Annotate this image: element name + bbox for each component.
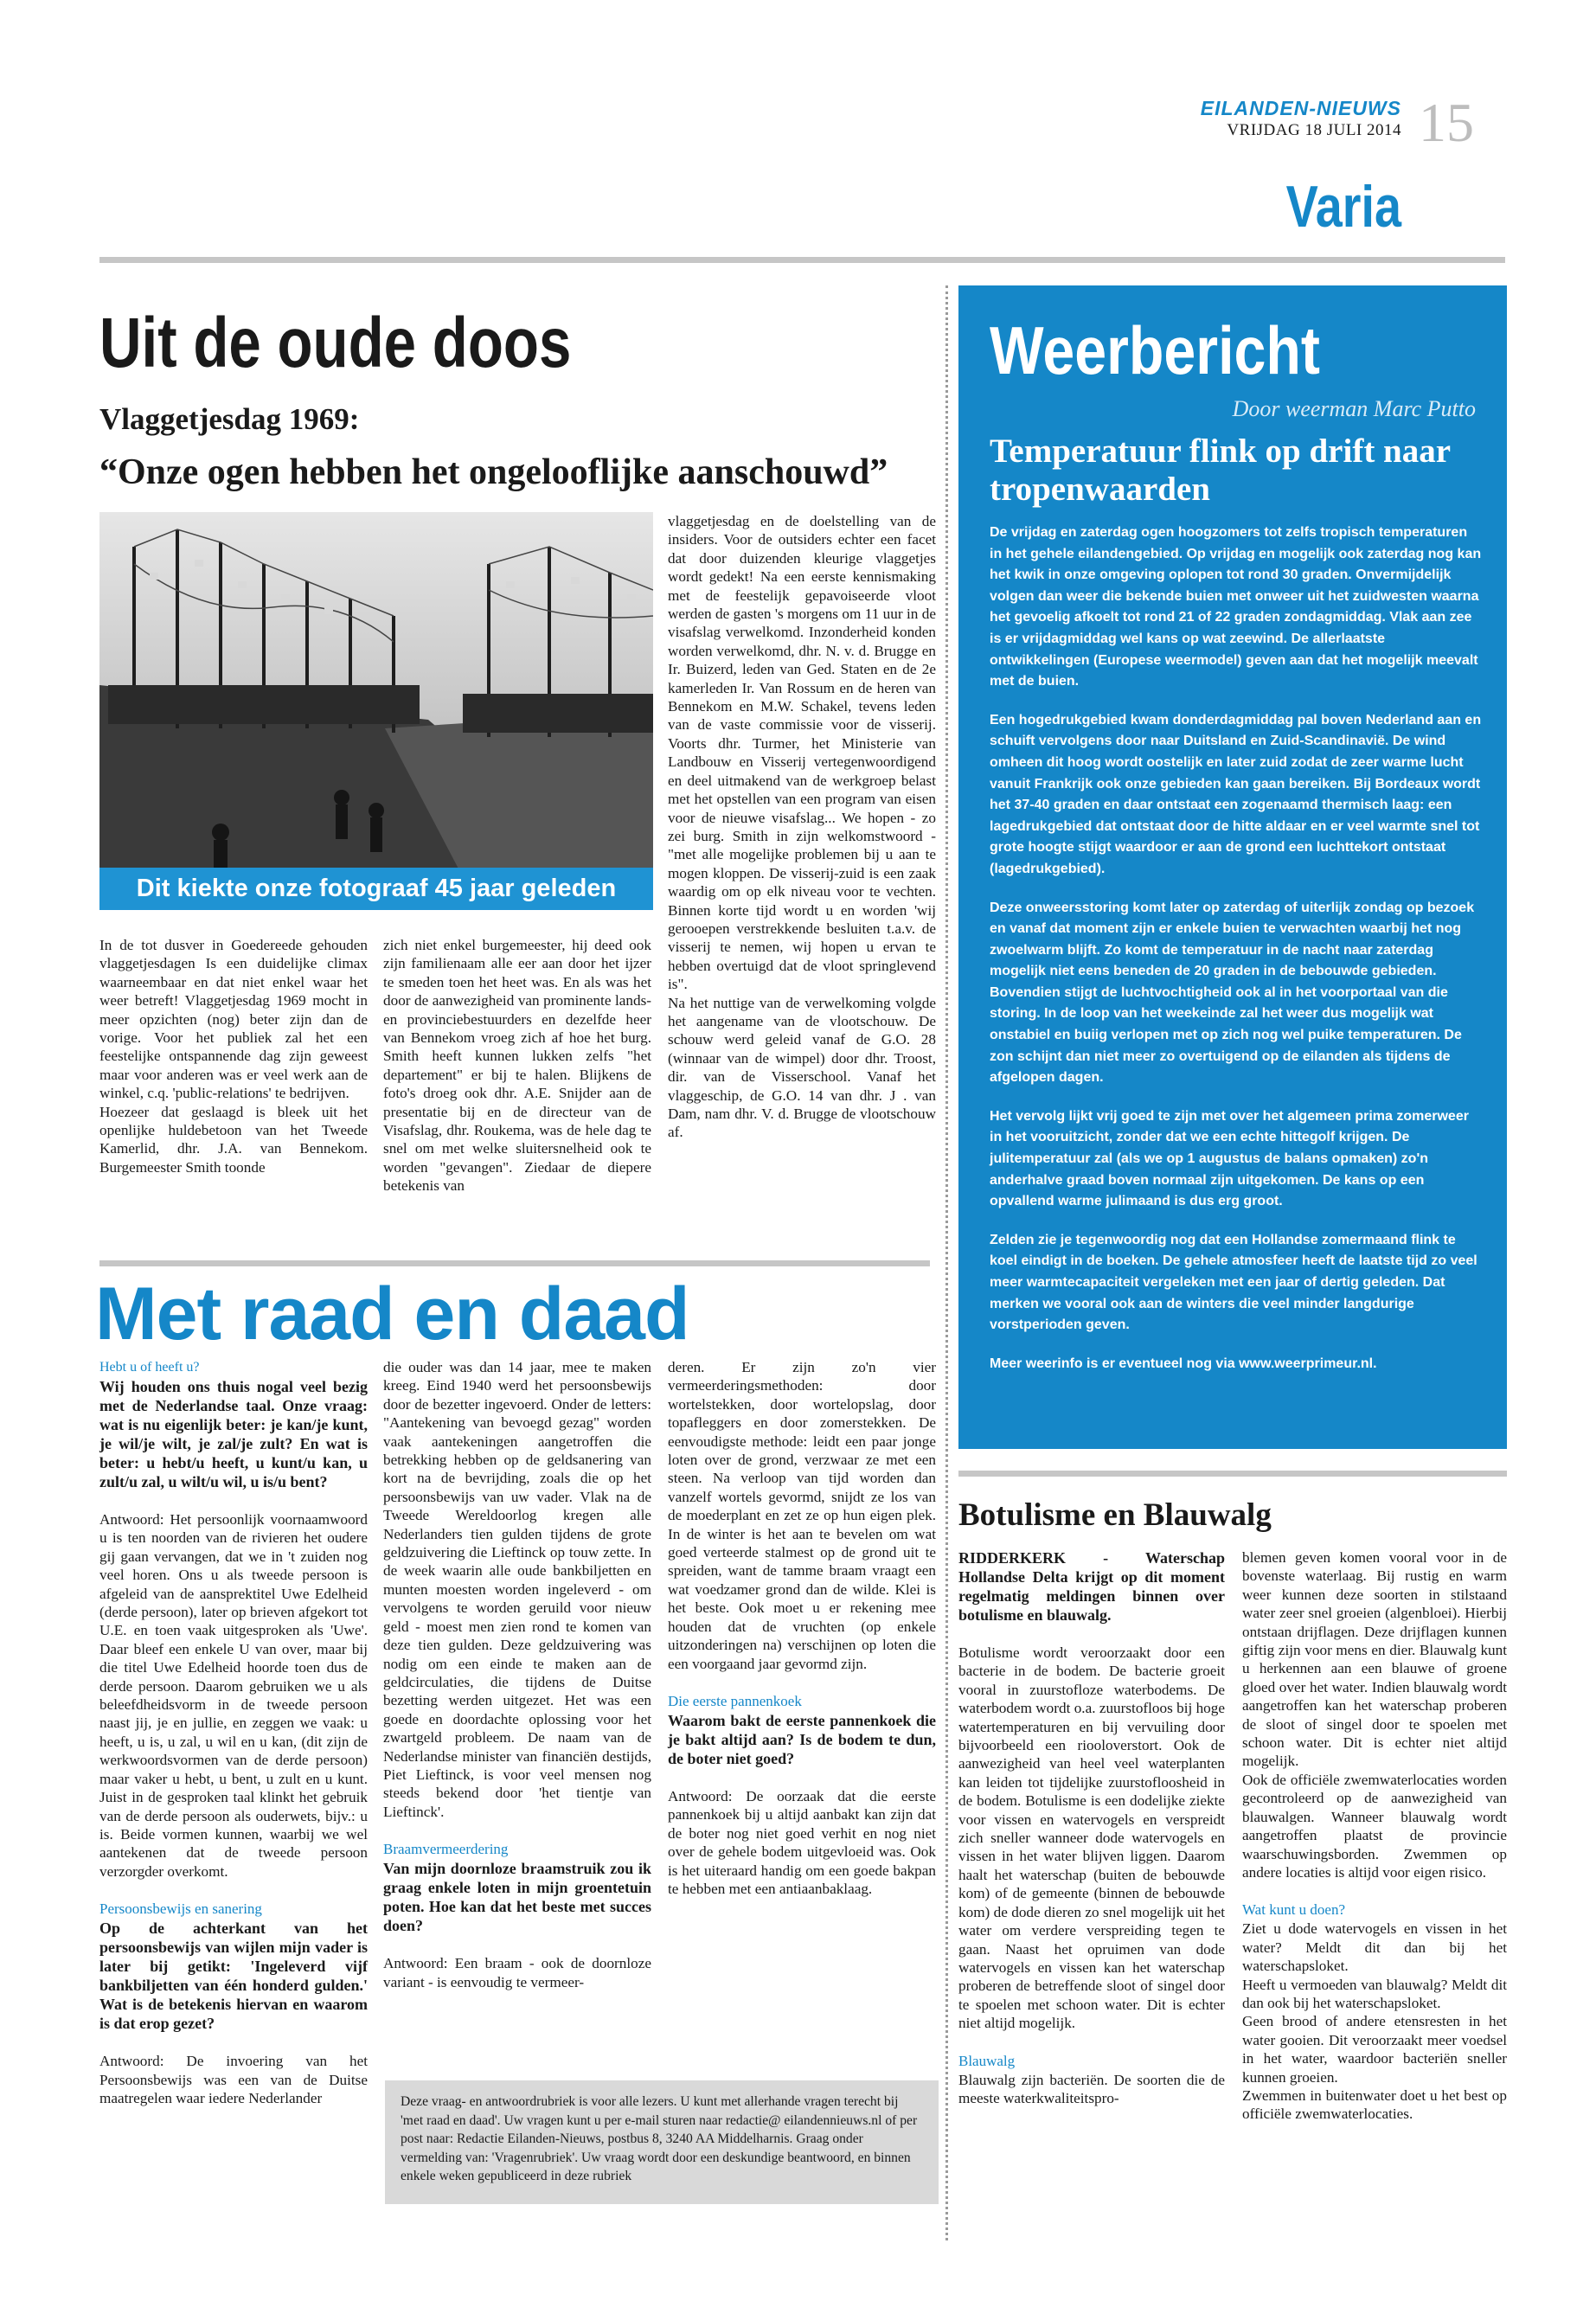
mid-rule (99, 1260, 930, 1266)
weer-paragraph: Meer weerinfo is er eventueel nog via www.weerprimeur.nl. (990, 1356, 1377, 1371)
doos-subtitle: Vlaggetjesdag 1969: (99, 402, 360, 436)
botulisme-paragraph: Ook de officiële zwemwaterlocaties worden gecontroleerd op de aanwezigheid van blauwalgen. Wanneer blauwalg wordt aangetroffen plaatst de provincie waarschuwingsborden. Zwemmen op andere locaties is altijd voor eigen risico. (1242, 1771, 1507, 1881)
top-rule (99, 257, 1505, 263)
raad-answer: Antwoord: Een braam - ook de doornloze variant - is eenvoudig te vermeer- (383, 1955, 651, 1990)
raad-section-head: Braamvermeerdering (383, 1841, 509, 1858)
doos-paragraph: zich niet enkel burgemeester, hij deed ook zijn familienaam alle eer aan door het ijzer te smeden toen het heet was. En als was het door de aanwezigheid van prominente lands- en provinciebestuurders en dezelfde heer van Bennekom vroeg zich af hoe het burg. Smith heeft kunnen lukken zelfs "het departement" er bij te halen. Blijkens de foto's droeg ook dhr. A.E. Snijder aan de presentatie bij en de directeur van de Visafslag, dhr. Roukema, was de hele dag te snel om met welke sluitersnelheid ook te worden "gevangen". Ziedaar de diepere betekenis van (383, 937, 651, 1195)
raad-kicker: Hebt u of heeft u? (99, 1360, 200, 1375)
photo-caption: Dit kiekte onze fotograaf 45 jaar geleden (99, 868, 653, 910)
raad-question: Van mijn doornloze braamstruik zou ik graag enkele loten in mijn groentetuin poten. Hoe kan dat het beste met succes doen? (383, 1860, 651, 1935)
botulisme-title: Botulisme en Blauwalg (958, 1497, 1272, 1533)
rubriek-notice: Deze vraag- en antwoordrubriek is voor alle lezers. U kunt met allerhande vragen terecht bij 'met raad en daad'. Uw vragen kunt u per e-mail sturen naar redactie@ eilandennieuws.nl of per post naar: Redactie Eilanden-Nieuws, postbus 8, 3240 AA Middelharnis. Graag onder vermelding van: 'Vragenrubriek'. Uw vraag wordt door een deskundige beantwoord, en binnen enkele weken gepubliceerd in deze rubriek (385, 2080, 939, 2204)
doos-title: Uit de oude doos (99, 304, 572, 382)
raad-answer: Antwoord: Het persoonlijk voornaamwoord u is ten noorden van de rivieren het oudere gij gaan vervangen, dat we in 't zuiden nog veel horen. Ons u als tweede persoon is afgeleid van de aansprektitel Uwe Edelheid (derde persoon), later op brieven afgekort tot U.E. en toen vaak uitgesproken als 'Uwe'. Daar bleef een enkele U van over, maar bij die titel Uwe Edelheid hoorde toen dus de derde persoon. Daarom gebruiken we u als beleefdheidsvorm in de tweede persoon naast jij, je en jullie, en zeggen we vaak: u heeft, u is, u zal, u wil en u kan, (dit zijn de werkwoordsvormen van de derde persoon) maar vaker u hebt, u bent, u zult en u kunt. Juist in de gesproken taal klinkt het gebruik van de derde persoon als ouderwets, bijv.: u is. Beide vormen kunnen, waarbij we wel aantekenen dat de tweede persoon verzorgder overkomt. (99, 1511, 368, 1880)
doos-paragraph: In de tot dusver in Goedereede gehouden vlaggetjesdagen Is een duidelijke climax waarneembaar en dat niet enkel waar het weer betreft! Vlaggetjesdag 1969 mocht in meer opzichten (nog) beter zijn dan de vorige. Voor het publiek zal het een feestelijke ontspannende dag zijn geweest maar voor anderen was er veel werk aan de winkel, c.q. 'public-relations' te bedrijven. (99, 937, 368, 1102)
raad-title: Met raad en daad (95, 1272, 689, 1356)
harbor-photo-illustration (99, 512, 653, 910)
weer-paragraph: Het vervolg lijkt vrij goed te zijn met over het algemeen prima zomerweer in het vooruitzicht, zonder dat we een echte hittegolf krijgen. De julitemperatuur zal (als we op 1 augustus de balans opmaken) zo'n anderhalve graad boven normaal zijn uitgekomen. De kans op een opvallend warme julimaand is dus erg groot. (990, 1108, 1469, 1209)
weer-headline: Temperatuur flink op drift naar tropenwaarden (990, 433, 1451, 508)
column-divider (945, 285, 948, 2240)
harbor-photo (99, 512, 653, 910)
botulisme-section-head: Wat kunt u doen? (1242, 1901, 1346, 1919)
raad-answer: die ouder was dan 14 jaar, mee te maken kreeg. Eind 1940 werd het persoonsbewijs door de bezetter ingevoerd. Onder de letters: "Aantekening van bevoegd gezag" worden vaak aantekeningen aangetroffen die betrekking hebben op de geldsanering van kort na de bevrijding, zoals die op het persoonsbewijs van uw vader. Vlak na de Tweede Wereldoorlog kregen alle Nederlanders tien gulden tijdens de grote geldzuivering die Lieftinck op touw zette. In de week waarin alle oude bankbiljetten en munten moesten worden ingeleverd - om vervolgens te worden geruild voor nieuw geld - moest men zien rond te komen van deze tien gulden. Deze geldzuivering was nodig om een einde te maken aan de geldcirculaties, die tijdens de Duitse bezetting werden uitgezet. Het was een goede en doordachte oplossing voor het zwartgeld probleem. De naam van de Nederlandse minister van financiën destijds, Piet Lieftinck, is voor veel mensen nog steeds bekend door 'het tientje van Lieftinck'. (383, 1359, 651, 1820)
doos-column-3 (668, 512, 936, 1142)
botulisme-column-2 (1242, 1548, 1507, 2124)
raad-question: Op de achterkant van het persoonsbewijs van wijlen mijn vader is later bij getikt: 'Ingeleverd vijf bankbiljetten van één honderd gulden.' Wat is de betekenis hiervan en waarom is dat erop gezet? (99, 1920, 368, 2033)
masthead-brand: EILANDEN-NIEUWS (1200, 97, 1401, 119)
page-number: 15 (1419, 92, 1474, 153)
botulisme-tip: Zwemmen in buitenwater doet u het best op officiële zwemwaterlocaties. (1242, 2086, 1507, 2123)
doos-column-2 (383, 936, 651, 1195)
raad-column-1 (99, 1358, 368, 2107)
raad-answer: Antwoord: De invoering van het Persoonsbewijs was een van de Duitse maatregelen waar iedere Nederlander (99, 2053, 368, 2106)
botulisme-tip: Ziet u dode watervogels en vissen in het water? Meldt dit dan bij het waterschapsloket. (1242, 1920, 1507, 1975)
right-rule (958, 1471, 1507, 1477)
weerbericht-box (958, 285, 1507, 1449)
botulisme-column-1 (958, 1548, 1225, 2107)
botulisme-paragraph: Blauwalg zijn bacteriën. De soorten die de meeste waterkwaliteitspro- (958, 2071, 1225, 2106)
masthead-date: VRIJDAG 18 JULI 2014 (1227, 121, 1401, 139)
section-title: Varia (1285, 174, 1401, 240)
weer-paragraph: Zelden zie je tegenwoordig nog dat een Hollandse zomermaand flink te koel eindigt in de boeken. De gehele atmosfeer heeft de laatste tijd zo veel meer warmtecapaciteit vergeleken met een jaar of dertig geleden. Dat merken we vooral ook aan de winters die veel minder langdurige vorstperioden geven. (990, 1232, 1477, 1333)
doos-paragraph: vlaggetjesdag en de doelstelling van de insiders. Voor de outsiders echter een facet dat door duizenden kleurige vlaggetjes wordt gedekt! Na een eerste kennismaking met de feestelijk gepavoiseerde vloot werden de gasten 's morgens om 11 uur in de visafslag verwelkomd. Inzonderheid konden worden verwelkomd, dhr. N. v. d. Brugge en Ir. Buizerd, leden van Ged. Staten en de 2e kamerleden Ir. Van Rossum en de heren van Bennekom en M.W. Schakel, tevens leden van de vaste commissie voor de visserij. Voorts dhr. Turmer, het Ministerie van Landbouw en Visserij vertegenwoordigend en deel uitmakend van de werkgroep belast met het opstellen van een program van eisen voor de nieuwe visafslag... We hopen - zo zei burg. Smith in zijn welkomstwoord - "met alle mogelijke problemen bij u aan te mogen kloppen. De visserij-zuid is een zaak waardig om op elk niveau voor te vechten. Binnen korte tijd wordt u en worden 'wij gerooepen verstrekkende besluiten t.a.v. de visserij te nemen, wij hopen u ervan te hebben overtuigd dat de vloot springlevend is". (668, 513, 936, 993)
raad-question: Waarom bakt de eerste pannenkoek die je bakt altijd aan? Is de bodem te dun, de boter niet goed? (668, 1711, 936, 1767)
weer-byline: Door weerman Marc Putto (1232, 396, 1476, 421)
doos-column-1 (99, 936, 368, 1176)
botulisme-section-head: Blauwalg (958, 2052, 1016, 2069)
raad-answer: Antwoord: De oorzaak dat die eerste pannenkoek bij u altijd aanbakt kan zijn dat de boter nog niet goed verhit en nog niet over de gehele bodem uitgevloeid was. Ook is het uiteraard handig om een goede bakpan te hebben met een antiaanbaklaag. (668, 1787, 936, 1897)
doos-paragraph: Hoezeer dat geslaagd is bleek uit het openlijke huldebetoon van het Tweede Kamerlid, dhr. J.A. van Bennekom. Burgemeester Smith toonde (99, 1103, 368, 1176)
botulisme-tip: Geen brood of andere etensresten in het water gooien. Dit veroorzaakt meer voedsel in het water, waardoor bacteriën sneller kunnen groeien. (1242, 2013, 1507, 2086)
botulisme-paragraph: blemen geven komen vooral voor in de bovenste waterlaag. Bij rustig en warm weer kunnen deze soorten in stilstaand water zeer snel groeien (algenbloei). Hierbij ontstaan drijflagen. Deze drijflagen kunnen giftig zijn voor mens en dier. Blauwalg kunt u herkennen aan een blauwe of groene gloed over het water. Indien blauwalg wordt aangetroffen kan het waterschap proberen de sloot of singel door te spoelen met schoon water. Dit is echter niet altijd mogelijk. (1242, 1549, 1507, 1770)
weer-paragraph: Een hogedrukgebied kwam donderdagmiddag pal boven Nederland aan en schuift vervolgens door naar Duitsland en Zuid-Scandinavië. De wind omheen dit hoog wordt oostelijk en later zuid zodat de zeer warme lucht vanuit Frankrijk ook onze gebieden kan gaan bereiken. Bij Bordeaux wordt het 37-40 graden en daar ontstaat een zogenaamd thermisch laag: een lagedrukgebied dat ontstaat door de hitte aldaar en er veel warmte snel tot grote hoogte stijgt waardoor er aan de grond een luchttekort ontstaat (lagedrukgebied). (990, 712, 1482, 876)
botulisme-paragraph: Botulisme wordt veroorzaakt door een bacterie in de bodem. De bacterie groeit vooral in zuurstofloze waterbodems. De waterbodem wordt o.a. zuurstofloos bij hoge watertemperaturen en bij vervuiling door bijvoorbeeld een riooloverstort. Ook de aanwezigheid van heel veel waterplanten kan leiden tot tijdelijke zuurstofloosheid in de bodem. Botulisme is een dodelijke ziekte voor vissen en watervogels en verspreidt zich sneller wanneer dode watervogels en vissen in het water blijven liggen. Daarom haalt het waterschap (buiten de bebouwde kom) of de gemeente (binnen de bebouwde kom) de dode dieren zo snel mogelijk uit het water om verdere verspreiding tegen te gaan. Naast het opruimen van dode watervogels en vissen kan het waterschap proberen de betreffende sloot of singel door te spoelen met schoon water. Dit is echter niet altijd mogelijk. (958, 1644, 1225, 2032)
weer-paragraph: Deze onweersstoring komt later op zaterdag of uiterlijk zondag op bezoek en vanaf dat moment zijn er enkele buien te verwachten waarbij het nog zwoelwarm blijft. Zo komt de temperatuur in de nacht naar zaterdag mogelijk niet eens beneden de 20 graden in de bebouwde gebieden. Bovendien stijgt de luchtvochtigheid ook al in het voorportaal van die storing. In de loop van het weekeinde zal het weer dus mogelijk wat onstabiel en buiig verlopen met op zich nog wel puike temperaturen. De zon schijnt dan niet meer zo overtuigend op de eilanden als tijdens de afgelopen dagen. (990, 900, 1475, 1086)
botulisme-lead: RIDDERKERK - Waterschap Hollandse Delta krijgt op dit moment regelmatig meldingen binnen over botulisme en blauwalg. (958, 1549, 1225, 1624)
raad-section-head: Persoonsbewijs en sanering (99, 1900, 262, 1918)
raad-column-3 (668, 1358, 936, 1898)
raad-question: Wij houden ons thuis nogal veel bezig met de Nederlandse taal. Onze vraag: wat is nu eigenlijk beter: je kan/je kunt, je wil/je wilt, je zal/je zult? En wat is beter: u hebt/u heeft, u kunt/u kan, u zult/u zal, u wilt/u wil, u is/u bent? (99, 1378, 368, 1490)
doos-paragraph: Na het nuttige van de verwelkoming volgde het aangename van de vlootschouw. De schouw werd geleid vanaf de G.O. 28 (winnaar van de wimpel) door dhr. Troost, dir. van de Visserschool. Vanaf het vlaggeschip, de G.O. 14 van dhr. J . van Dam, nam dhr. V. d. Brugge de vlootschouw af. (668, 994, 936, 1141)
weer-title: Weerbericht (990, 312, 1320, 388)
doos-headline: “Onze ogen hebben het ongelooflijke aanschouwd” (99, 452, 888, 492)
weer-body (990, 522, 1483, 1392)
raad-answer: deren. Er zijn zo'n vier vermeerderingsmethoden: door wortelstekken, door wortelopslag, door topafleggers en door zomerstekken. De eenvoudigste methode: leidt een paar jonge loten over de grond, verzwaar ze met een steen. Na verloop van tijd worden dan vanzelf wortels gevormd, snijdt ze los van de moederplant en zet ze op hun eigen plek. In de winter is het aan te bevelen om wat goed verteerde stalmest op de grond uit te spreiden, want de tamme braam vraagt een wat voedzamer grond dan de wilde. Klei is het beste. Ook moet u er rekening mee houden dat de vruchten (op enkele uitzonderingen na) verschijnen op loten die een voorgaand jaar gevormd zijn. (668, 1359, 936, 1672)
weer-paragraph: De vrijdag en zaterdag ogen hoogzomers tot zelfs tropisch temperaturen in het gehele eilandengebied. Op vrijdag en mogelijk ook zaterdag nog kan het kwik in onze omgeving oplopen tot rond 30 graden. Onvermijdelijk volgen dan weer die bekende buien met onweer uit het zuidwesten waarna het gevoelig afkoelt tot rond 21 of 22 graden zondagmiddag. Vlak aan zee is er vrijdagmiddag wel kans op wat zeewind. De allerlaatste ontwikkelingen (Europese weermodel) geven aan dat het mogelijk meevalt met de buien. (990, 525, 1482, 689)
botulisme-tip: Heeft u vermoeden van blauwalg? Meldt dit dan ook bij het waterschapsloket. (1242, 1976, 1507, 2011)
raad-section-head: Die eerste pannenkoek (668, 1692, 802, 1709)
raad-column-2 (383, 1358, 651, 1991)
